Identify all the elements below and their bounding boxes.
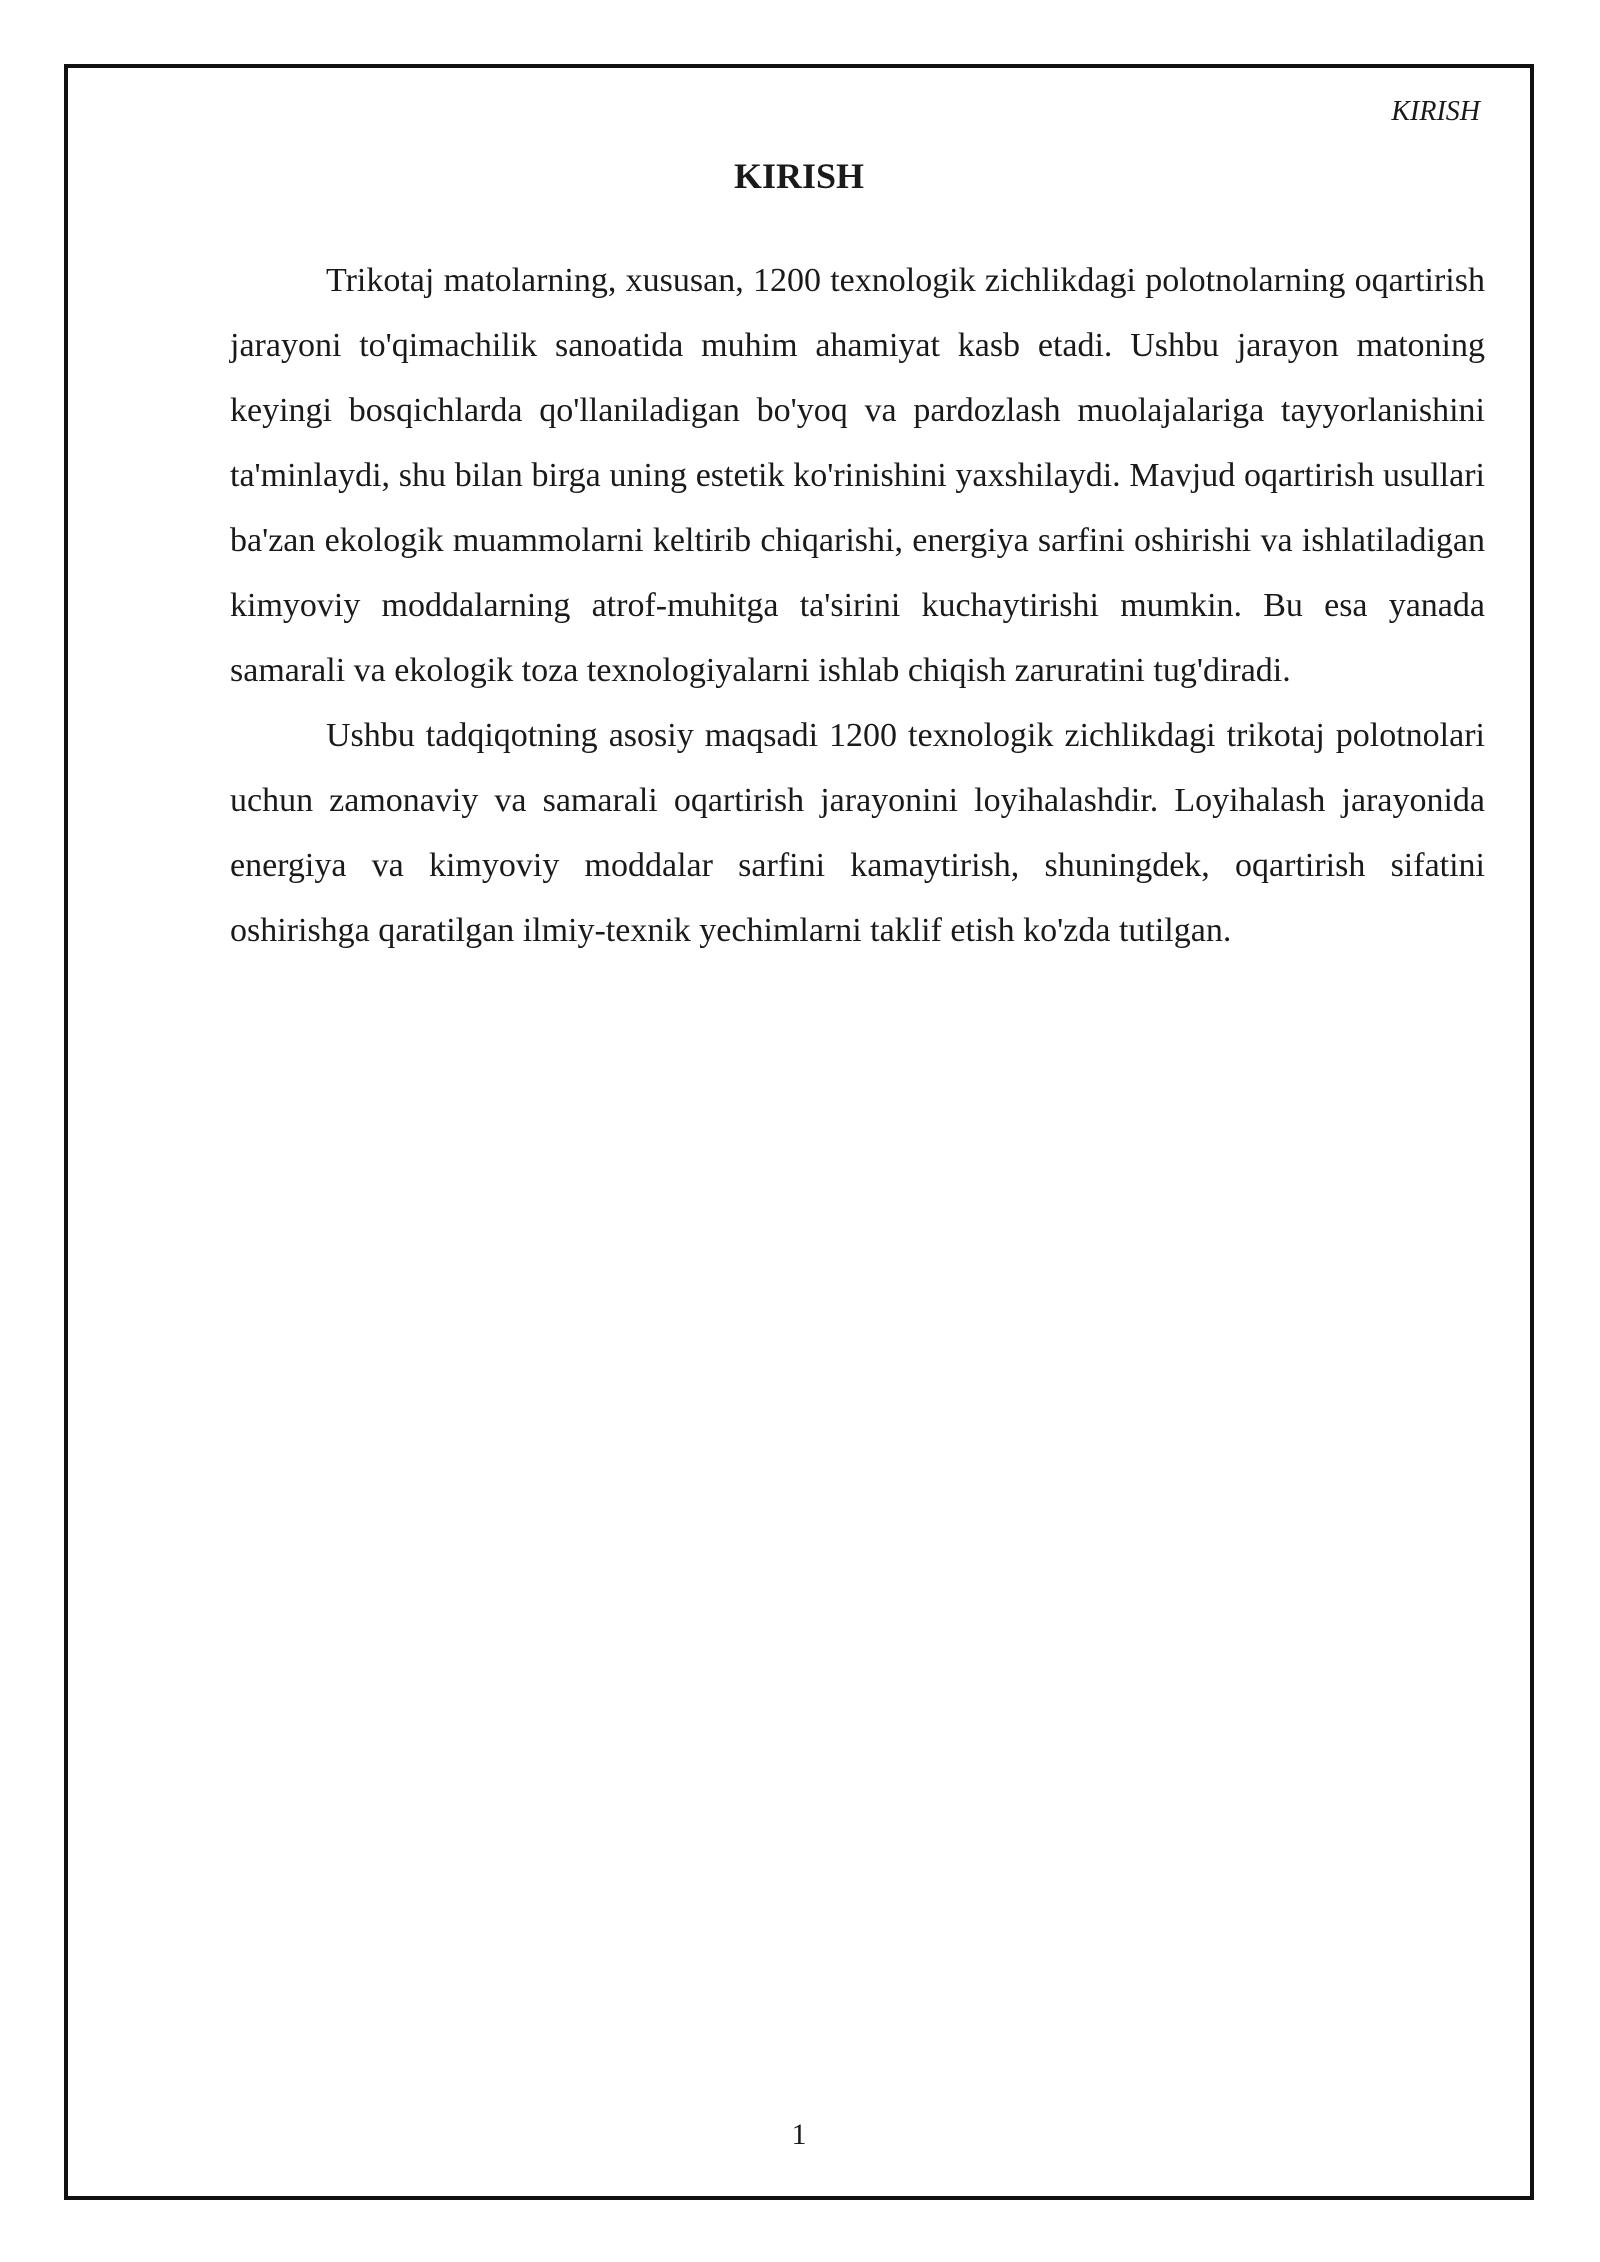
page-title: KIRISH xyxy=(733,156,865,196)
paragraph-2: Ushbu tadqiqotning asosiy maqsadi 1200 texnologik zichlikdagi trikotaj polotnolari uchun zamonaviy va samarali oqartirish jarayonini loyihalashdir. Loyihalash jarayonida energiya va kimyoviy moddalar sarfini kamaytirish, shuningdek, oqartirish sifatini oshirishga qaratilgan ilmiy-texnik yechimlarni taklif etish ko'zda tutilgan. xyxy=(230,717,1485,949)
running-header: KIRISH xyxy=(1391,96,1480,127)
body-text xyxy=(230,248,1485,963)
paragraph-1: Trikotaj matolarning, xususan, 1200 texnologik zichlikdagi polotnolarning oqartirish jarayoni to'qimachilik sanoatida muhim ahamiyat kasb etadi. Ushbu jarayon matoning keyingi bosqichlarda qo'llaniladigan bo'yoq va pardozlash muolajalariga tayyorlanishini ta'minlaydi, shu bilan birga uning estetik ko'rinishini yaxshilaydi. Mavjud oqartirish usullari ba'zan ekologik muammolarni keltirib chiqarishi, energiya sarfini oshirishi va ishlatiladigan kimyoviy moddalarning atrof-muhitga ta'sirini kuchaytirishi mumkin. Bu esa yanada samarali va ekologik toza texnologiyalarni ishlab chiqish zaruratini tug'diradi. xyxy=(230,262,1485,689)
page-number: 1 xyxy=(791,2118,807,2151)
page-frame xyxy=(64,64,1534,2200)
